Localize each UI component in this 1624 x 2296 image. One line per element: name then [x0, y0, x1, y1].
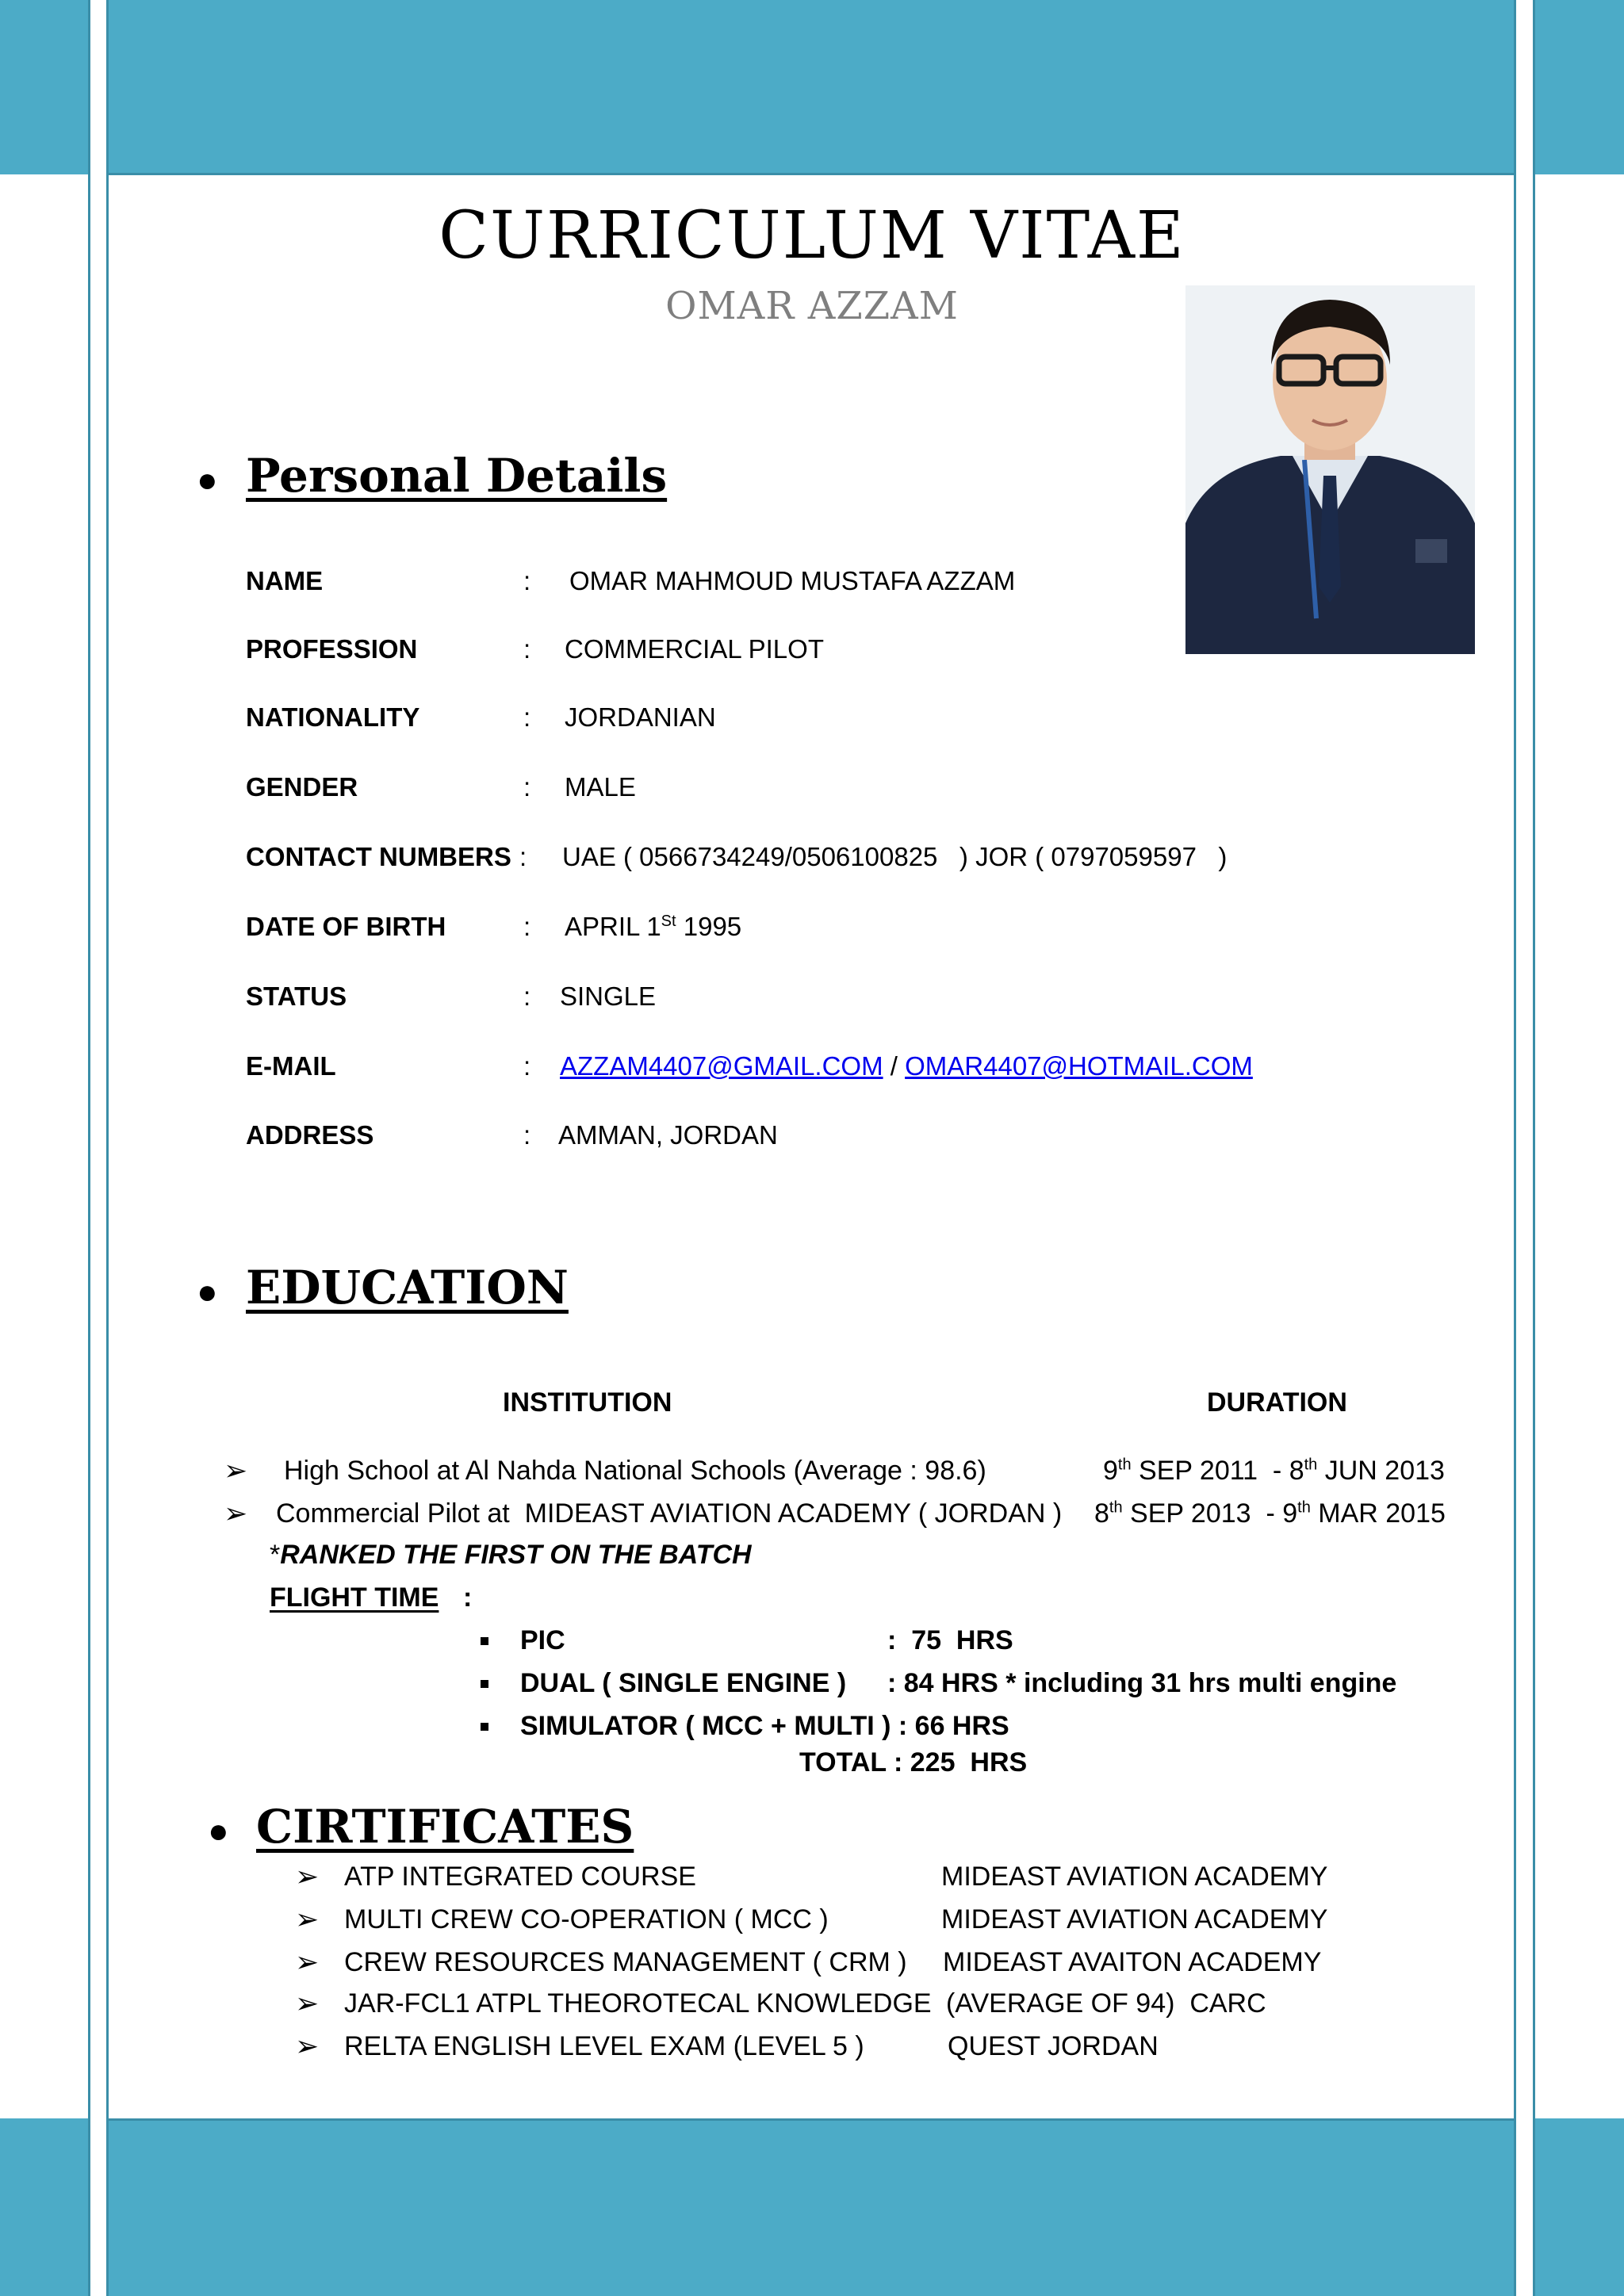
detail-colon: :: [523, 912, 531, 941]
certificate-item: [295, 1860, 1327, 1893]
square-bullet-icon: [481, 1723, 488, 1731]
certificate-issuer: QUEST JORDAN: [948, 2030, 1159, 2061]
frame-line: [1514, 0, 1516, 2296]
flight-total: TOTAL : 225 HRS: [799, 1747, 1028, 1777]
header-band: [108, 0, 1515, 174]
education-item: [224, 1454, 1445, 1487]
detail-label: E-MAIL: [246, 1051, 336, 1081]
detail-label: CONTACT NUMBERS: [246, 842, 511, 871]
flight-label: PIC: [520, 1625, 565, 1655]
detail-value: AMMAN, JORDAN: [558, 1120, 778, 1150]
certificate-item: [295, 2030, 1159, 2063]
certificate-issuer: MIDEAST AVIATION ACADEMY: [941, 1861, 1328, 1892]
detail-label: NATIONALITY: [246, 702, 420, 732]
profile-photo: [1185, 285, 1475, 654]
detail-label: NAME: [246, 566, 324, 595]
header-band-right: [1534, 0, 1624, 174]
detail-colon: :: [523, 634, 531, 664]
flight-value: : 84 HRS * including 31 hrs multi engine: [887, 1668, 1397, 1698]
certificate-item: [295, 1987, 1266, 2020]
certificate-issuer: (AVERAGE OF 94) CARC: [946, 1988, 1266, 2019]
certificate-name: CREW RESOURCES MANAGEMENT ( CRM ): [344, 1946, 907, 1977]
flight-value: : 75 HRS: [887, 1625, 1013, 1655]
arrow-bullet-icon: ➢: [295, 1987, 320, 2019]
arrow-bullet-icon: ➢: [295, 1903, 320, 1935]
detail-label: PROFESSION: [246, 634, 418, 664]
footer-band-right: [1534, 2118, 1624, 2296]
arrow-bullet-icon: ➢: [295, 1860, 320, 1892]
ranked-note: * RANKED THE FIRST ON THE BATCH: [270, 1540, 752, 1570]
certificate-issuer: MIDEAST AVIATION ACADEMY: [941, 1904, 1328, 1934]
duration-column-header: DURATION: [1207, 1387, 1347, 1418]
detail-value: UAE ( 0566734249/0506100825 ) JOR ( 0797059597 ): [562, 842, 1228, 871]
detail-row-profession: [246, 629, 824, 669]
detail-colon: :: [523, 982, 531, 1011]
arrow-bullet-icon: ➢: [295, 2030, 320, 2062]
document-title: CURRICULUM VITAE: [439, 198, 1185, 274]
education-heading: EDUCATION: [246, 1261, 569, 1314]
detail-colon: :: [519, 842, 527, 871]
detail-colon: :: [523, 702, 531, 732]
header-band-left: [0, 0, 88, 174]
detail-colon: :: [523, 566, 531, 595]
email-link-gmail[interactable]: AZZAM4407@GMAIL.COM: [560, 1051, 883, 1081]
detail-row-contact: [246, 837, 1227, 877]
arrow-bullet-icon: ➢: [295, 1946, 320, 1978]
flight-time-label: FLIGHT TIME: [270, 1582, 439, 1613]
flight-item: [481, 1668, 1396, 1699]
detail-row-email: [246, 1047, 1253, 1086]
person-portrait-icon: [1185, 285, 1475, 654]
education-duration: 8th SEP 2013 - 9th MAR 2015: [1094, 1498, 1446, 1529]
flight-label: SIMULATOR ( MCC + MULTI ) : 66 HRS: [520, 1711, 1009, 1741]
arrow-bullet-icon: ➢: [224, 1454, 248, 1487]
personal-details-heading: Personal Details: [246, 449, 668, 503]
frame-line: [88, 0, 90, 2296]
certificate-name: JAR-FCL1 ATPL THEOROTECAL KNOWLEDGE: [344, 1988, 932, 2019]
detail-label: DATE OF BIRTH: [246, 912, 446, 941]
flight-item: [481, 1711, 1009, 1742]
frame-line: [108, 173, 1515, 175]
flight-item: [481, 1625, 1013, 1656]
education-institution: High School at Al Nahda National Schools (Average : 98.6): [284, 1455, 986, 1486]
flight-label: DUAL ( SINGLE ENGINE ): [520, 1668, 847, 1698]
detail-row-status: [246, 977, 656, 1016]
detail-value: SINGLE: [560, 982, 657, 1011]
frame-line: [108, 2118, 1515, 2121]
document-subtitle: OMAR AZZAM: [665, 284, 959, 328]
square-bullet-icon: [481, 1637, 488, 1645]
detail-colon: :: [523, 772, 531, 802]
square-bullet-icon: [481, 1680, 488, 1688]
certificate-name: MULTI CREW CO-OPERATION ( MCC ): [344, 1904, 829, 1934]
email-link-hotmail[interactable]: OMAR4407@HOTMAIL.COM: [905, 1051, 1253, 1081]
certificate-issuer: MIDEAST AVAITON ACADEMY: [943, 1946, 1322, 1977]
education-duration: 9th SEP 2011 - 8th JUN 2013: [1103, 1455, 1445, 1486]
detail-value: COMMERCIAL PILOT: [565, 634, 824, 664]
detail-value: OMAR MAHMOUD MUSTAFA AZZAM: [569, 566, 1016, 595]
detail-row-address: [246, 1115, 778, 1155]
detail-value: AZZAM4407@GMAIL.COM / OMAR4407@HOTMAIL.COM: [560, 1051, 1253, 1081]
detail-label: STATUS: [246, 982, 347, 1011]
flight-time-heading: FLIGHT TIME :: [270, 1582, 473, 1613]
detail-value: JORDANIAN: [565, 702, 716, 732]
section-bullet-icon: ●: [208, 1812, 229, 1850]
education-item: [224, 1497, 1446, 1530]
detail-colon: :: [523, 1051, 531, 1081]
detail-label: ADDRESS: [246, 1120, 374, 1150]
detail-row-nationality: [246, 698, 716, 737]
detail-value: MALE: [565, 772, 636, 802]
education-institution: Commercial Pilot at MIDEAST AVIATION ACADEMY ( JORDAN ): [276, 1498, 1063, 1529]
certificate-name: RELTA ENGLISH LEVEL EXAM (LEVEL 5 ): [344, 2030, 864, 2061]
section-bullet-icon: ●: [197, 1272, 218, 1311]
section-bullet-icon: ●: [197, 461, 218, 499]
arrow-bullet-icon: ➢: [224, 1497, 248, 1529]
certificates-heading: CIRTIFICATES: [256, 1800, 634, 1854]
detail-row-name: [246, 561, 1015, 601]
detail-row-dob: [246, 907, 741, 947]
ranked-text: RANKED THE FIRST ON THE BATCH: [280, 1540, 752, 1570]
certificate-name: ATP INTEGRATED COURSE: [344, 1861, 696, 1892]
footer-band-left: [0, 2118, 88, 2296]
detail-label: GENDER: [246, 772, 358, 802]
detail-row-gender: [246, 767, 636, 807]
institution-column-header: INSTITUTION: [503, 1387, 672, 1418]
frame-line: [106, 0, 109, 2296]
detail-value: APRIL 1St 1995: [565, 912, 742, 941]
certificate-item: [295, 1946, 1321, 1979]
detail-colon: :: [523, 1120, 531, 1150]
footer-band: [108, 2118, 1515, 2296]
frame-line: [1533, 0, 1535, 2296]
certificate-item: [295, 1903, 1327, 1936]
